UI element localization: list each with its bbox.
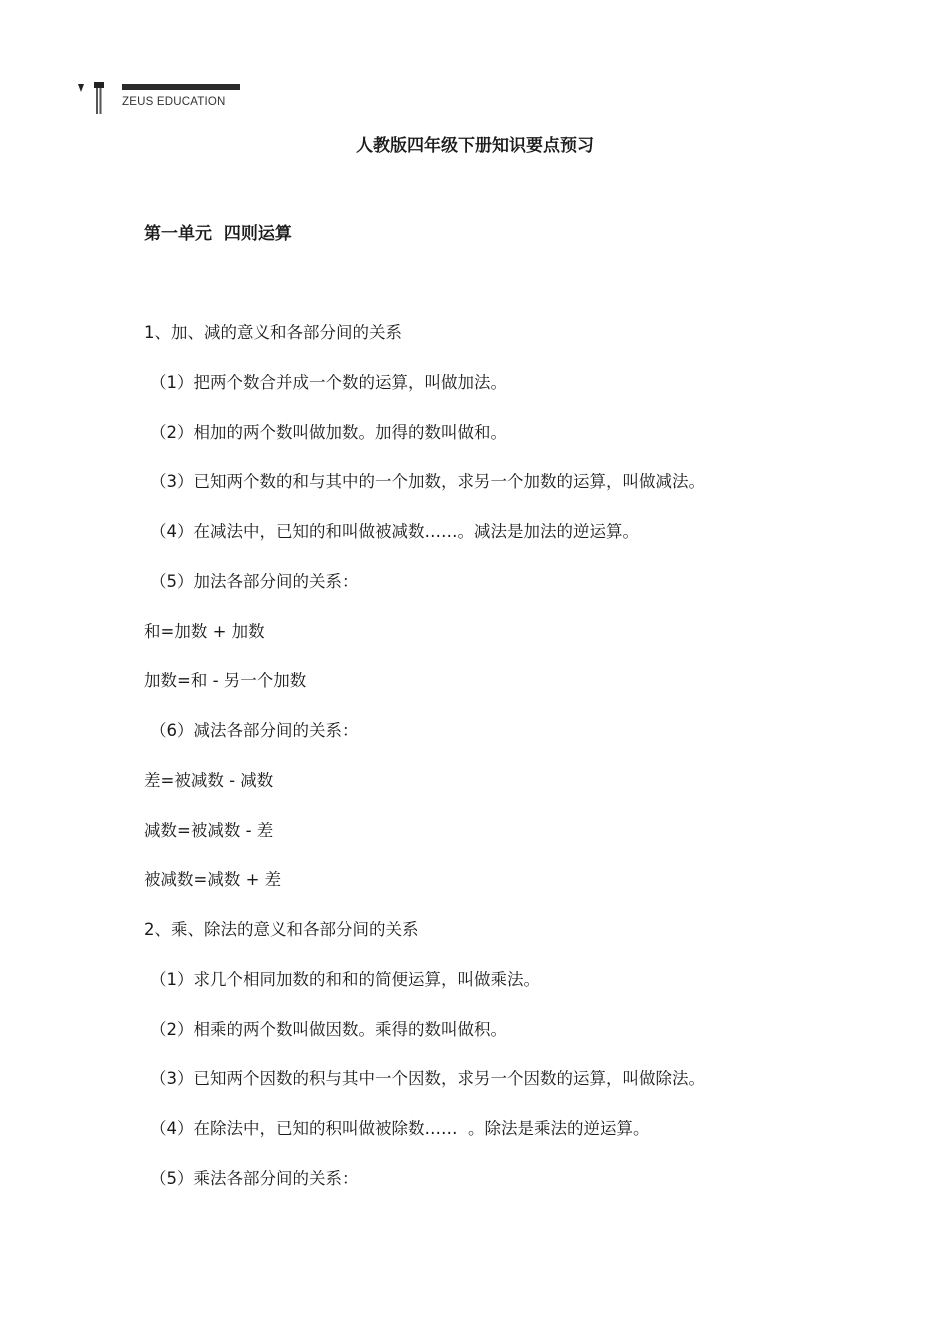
- text-line: （2）相加的两个数叫做加数。加得的数叫做和。: [150, 423, 507, 442]
- text-line: （3）已知两个因数的积与其中一个因数，求另一个因数的运算，叫做除法。: [150, 1069, 705, 1088]
- logo-wordmark-cropped: [122, 80, 240, 90]
- formula-line: 和=加数 + 加数: [144, 622, 265, 641]
- formula-line: 被减数=减数 + 差: [144, 870, 282, 889]
- document-title: 人教版四年级下册知识要点预习: [356, 136, 594, 156]
- text-line: （6）减法各部分间的关系：: [150, 721, 359, 740]
- section-heading: 第一单元 四则运算: [144, 224, 292, 244]
- subsection-heading: 1、加、减的意义和各部分间的关系: [144, 323, 402, 342]
- formula-line: 减数=被减数 - 差: [144, 821, 274, 840]
- formula-line: 差=被减数 - 减数: [144, 771, 274, 790]
- text-line: （4）在减法中，已知的和叫做被减数……。减法是加法的逆运算。: [150, 522, 639, 541]
- zeus-education-logo: [78, 80, 248, 116]
- text-line: （1）把两个数合并成一个数的运算，叫做加法。: [150, 373, 507, 392]
- subsection-heading: 2、乘、除法的意义和各部分间的关系: [144, 920, 419, 939]
- text-line: （2）相乘的两个数叫做因数。乘得的数叫做积。: [150, 1020, 507, 1039]
- formula-line: 加数=和 - 另一个加数: [144, 671, 307, 690]
- logo-mark-icon: [78, 82, 106, 114]
- text-line: （1）求几个相同加数的和和的简便运算，叫做乘法。: [150, 970, 540, 989]
- logo-text: ZEUS EDUCATION: [122, 96, 226, 108]
- text-line: （4）在除法中，已知的积叫做被除数…… 。除法是乘法的逆运算。: [150, 1119, 650, 1138]
- text-line: （3）已知两个数的和与其中的一个加数，求另一个加数的运算，叫做减法。: [150, 472, 705, 491]
- text-line: （5）乘法各部分间的关系：: [150, 1169, 359, 1188]
- text-line: （5）加法各部分间的关系：: [150, 572, 359, 591]
